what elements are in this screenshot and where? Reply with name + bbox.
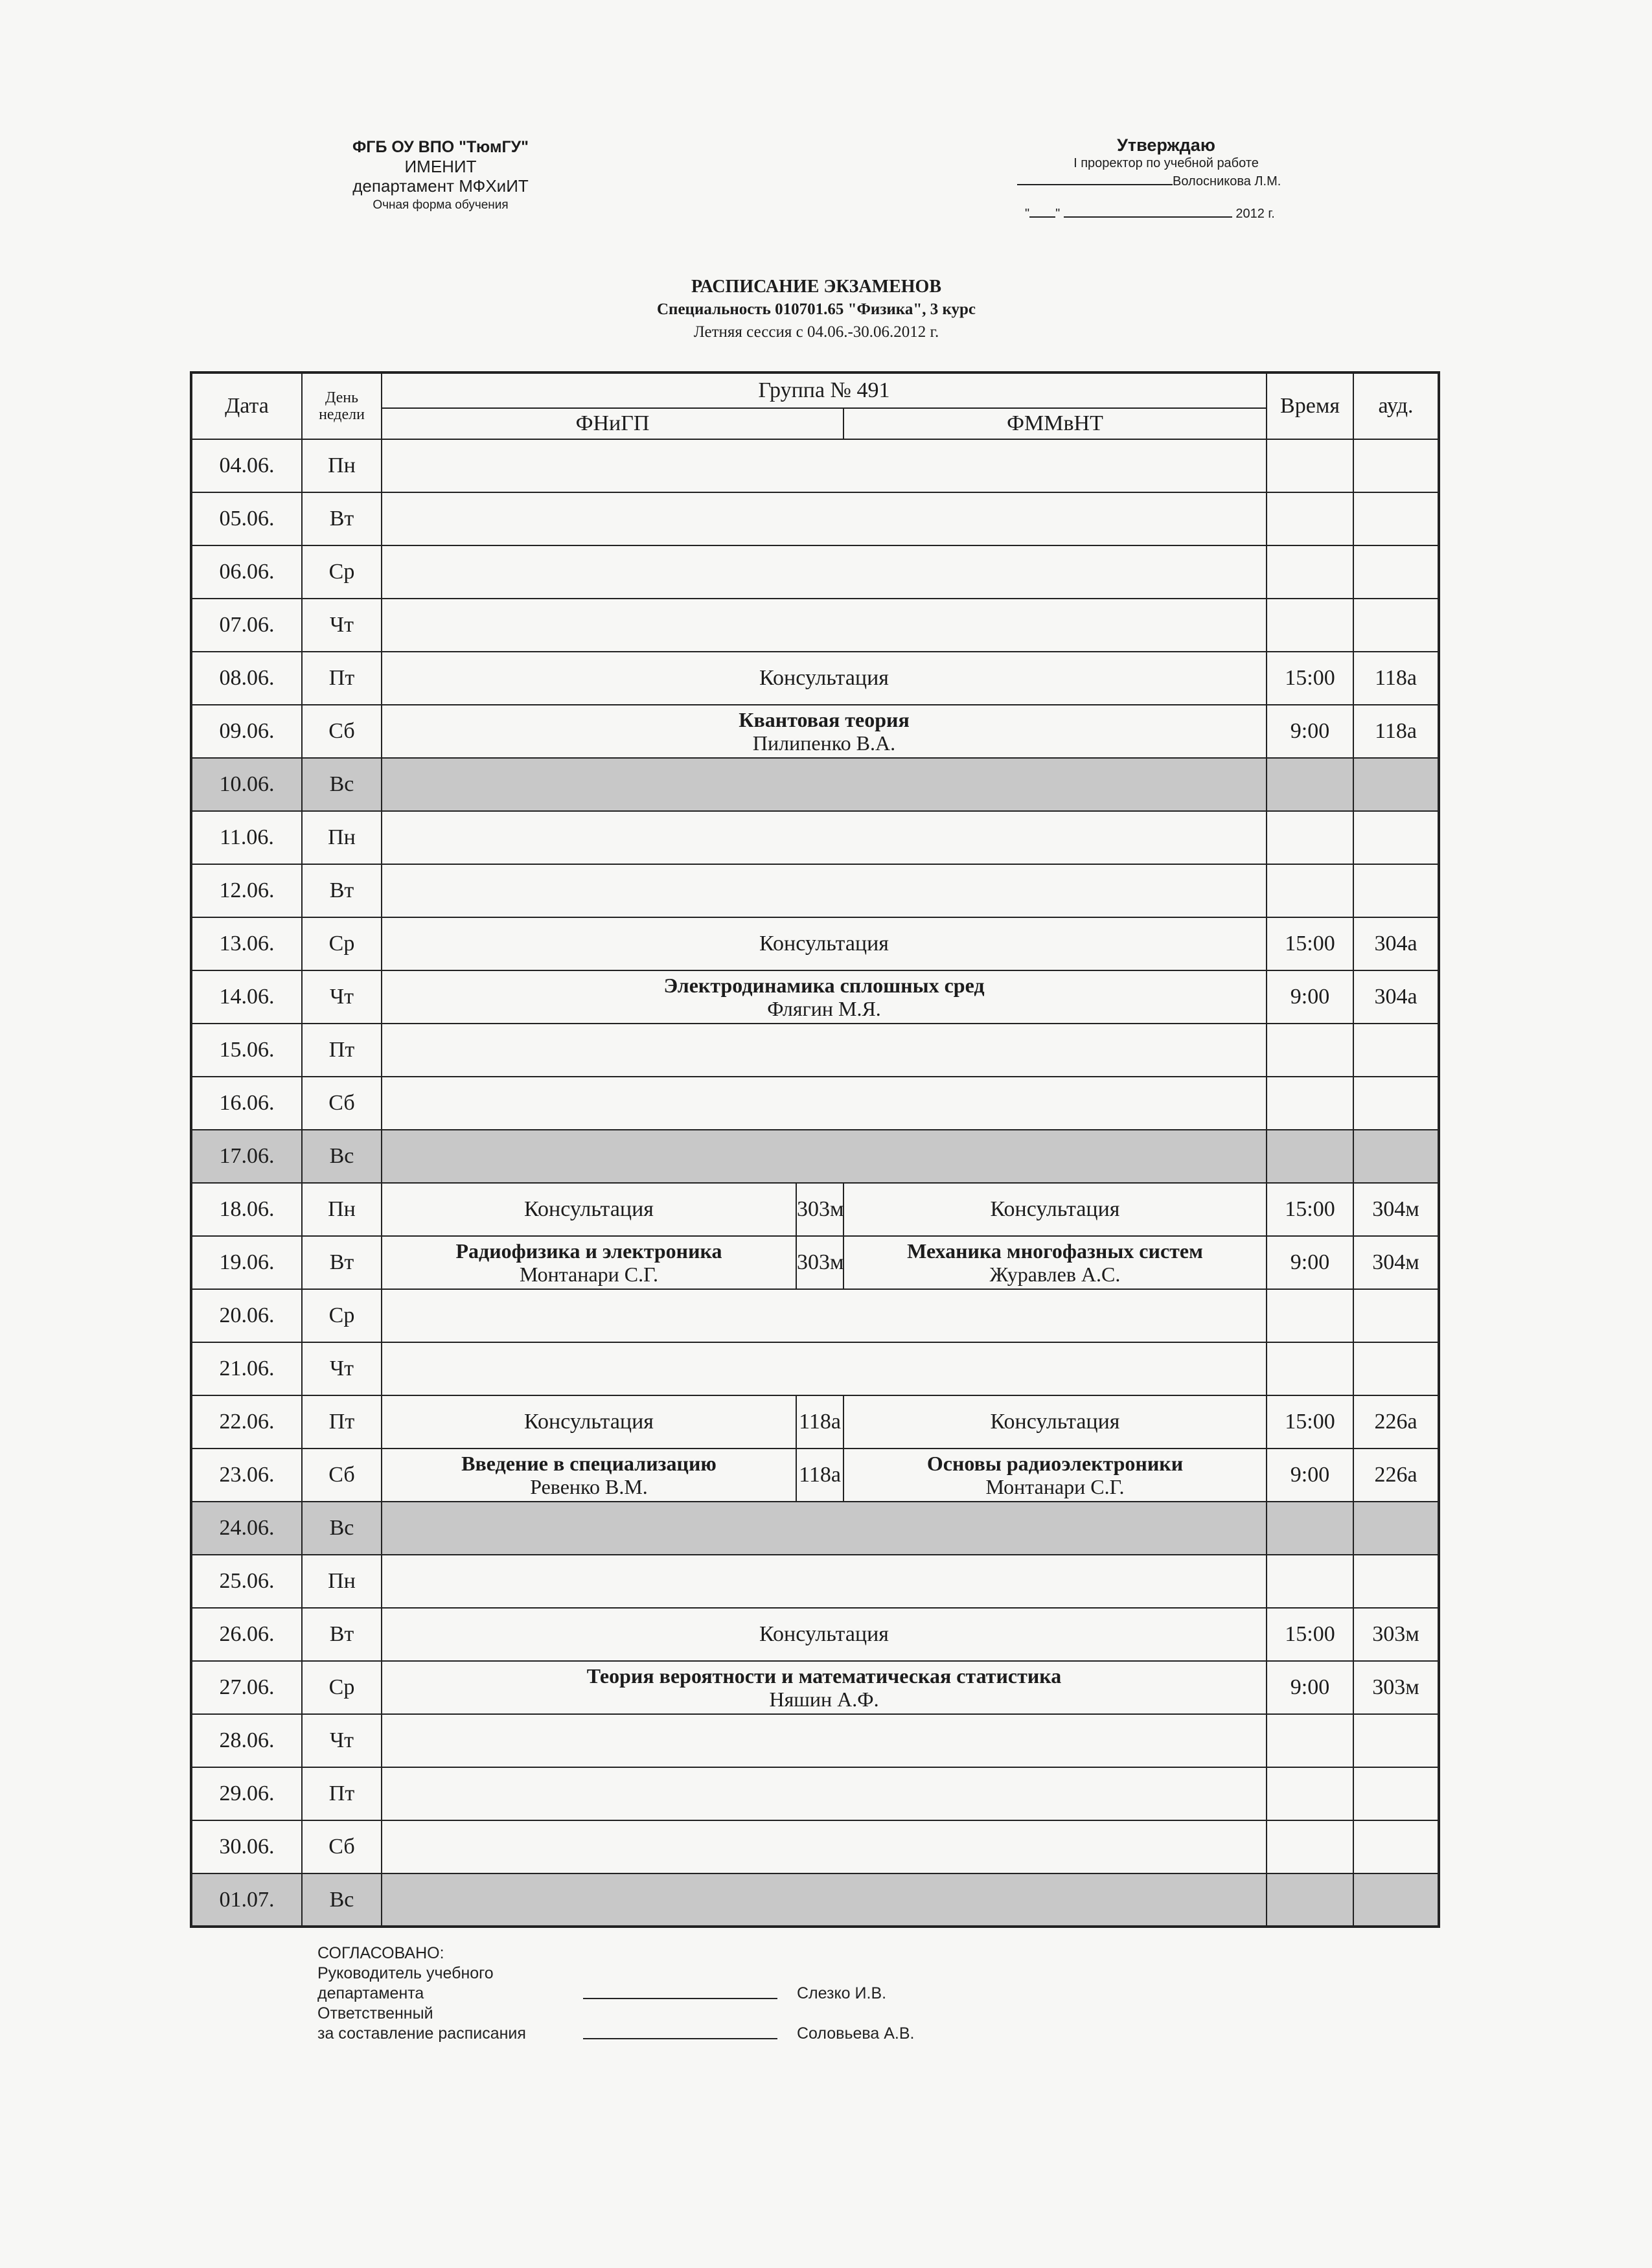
session-line: Летняя сессия с 04.06.-30.06.2012 г. xyxy=(693,323,939,341)
room-cell: 304м xyxy=(1353,1183,1439,1236)
date-cell: 19.06. xyxy=(191,1236,302,1289)
table-row xyxy=(191,864,1439,917)
room-cell xyxy=(1353,1767,1439,1820)
approval-date-line xyxy=(998,205,1335,223)
date-cell: 26.06. xyxy=(191,1608,302,1661)
room-cell: 303м xyxy=(1353,1608,1439,1661)
weekday-cell: Пн xyxy=(302,1183,382,1236)
exam-subject: Квантовая теория xyxy=(739,708,910,731)
time-cell xyxy=(1267,1820,1353,1873)
head-name: Слезко И.В. xyxy=(797,1984,887,2002)
agreement-block xyxy=(317,1943,1160,2044)
time-cell: 9:00 xyxy=(1267,705,1353,758)
weekday-cell: Чт xyxy=(302,1714,382,1767)
table-row xyxy=(191,545,1439,599)
weekday-cell: Пн xyxy=(302,811,382,864)
exam-teacher: Журавлев А.С. xyxy=(989,1263,1121,1286)
exam-subject: Теория вероятности и математическая статистика xyxy=(586,1664,1062,1688)
table-row xyxy=(191,1820,1439,1873)
room-cell xyxy=(1353,1077,1439,1130)
table-row xyxy=(191,1714,1439,1767)
header-weekday-line2: недели xyxy=(319,406,365,423)
table-row xyxy=(191,811,1439,864)
date-cell: 13.06. xyxy=(191,917,302,970)
exam-teacher: Няшин А.Ф. xyxy=(769,1688,879,1711)
date-cell: 11.06. xyxy=(191,811,302,864)
approval-title: Утверждаю xyxy=(1117,135,1215,155)
table-row xyxy=(191,917,1439,970)
weekday-cell: Пт xyxy=(302,1395,382,1449)
weekday-cell: Сб xyxy=(302,1077,382,1130)
table-row xyxy=(191,1767,1439,1820)
date-cell: 08.06. xyxy=(191,652,302,705)
date-quote-close: " xyxy=(1055,207,1061,221)
exam-cell xyxy=(382,970,1267,1024)
room-cell xyxy=(1353,1342,1439,1395)
empty-cell xyxy=(382,1820,1267,1873)
weekday-cell: Ср xyxy=(302,1289,382,1342)
approval-year: 2012 г. xyxy=(1235,207,1275,221)
exam-teacher: Монтанари С.Г. xyxy=(519,1263,659,1286)
approver-name: Волосникова Л.М. xyxy=(1173,174,1281,189)
responsible-label-2: за составление расписания xyxy=(317,2024,526,2043)
subgroup-1-room-cell: 118а xyxy=(796,1449,843,1502)
room-cell: 304а xyxy=(1353,917,1439,970)
date-cell: 16.06. xyxy=(191,1077,302,1130)
head-signature-row xyxy=(317,1984,1160,2004)
room-cell: 226а xyxy=(1353,1395,1439,1449)
exam-teacher: Монтанари С.Г. xyxy=(985,1475,1125,1498)
empty-cell xyxy=(382,1130,1267,1183)
subgroup-1-room-cell: 118а xyxy=(796,1395,843,1449)
table-row xyxy=(191,439,1439,492)
table-row xyxy=(191,1449,1439,1502)
exam-cell-subgroup-2 xyxy=(843,1449,1267,1502)
time-cell: 9:00 xyxy=(1267,970,1353,1024)
specialty-line: Специальность 010701.65 "Физика", 3 курс xyxy=(657,301,976,318)
document-title-block xyxy=(492,275,1140,343)
date-cell: 17.06. xyxy=(191,1130,302,1183)
weekday-cell: Пт xyxy=(302,1024,382,1077)
empty-cell xyxy=(382,758,1267,811)
room-cell xyxy=(1353,864,1439,917)
responsible-signature-line xyxy=(583,2038,777,2039)
day-blank xyxy=(1029,216,1055,218)
exam-cell xyxy=(382,705,1267,758)
time-cell: 15:00 xyxy=(1267,1183,1353,1236)
table-header-row xyxy=(191,372,1439,408)
time-cell xyxy=(1267,1289,1353,1342)
room-cell: 304а xyxy=(1353,970,1439,1024)
document-title: РАСПИСАНИЕ ЭКЗАМЕНОВ xyxy=(691,277,942,297)
head-label-1: Руководитель учебного xyxy=(317,1964,494,1982)
room-cell: 303м xyxy=(1353,1661,1439,1714)
date-cell: 04.06. xyxy=(191,439,302,492)
empty-cell xyxy=(382,599,1267,652)
empty-cell xyxy=(382,492,1267,545)
header-date: Дата xyxy=(191,372,302,439)
institution-name: ФГБ ОУ ВПО "ТюмГУ" xyxy=(352,138,529,156)
date-quote-open: " xyxy=(1025,207,1030,221)
room-cell xyxy=(1353,1024,1439,1077)
weekday-cell: Пн xyxy=(302,1555,382,1608)
room-cell xyxy=(1353,1714,1439,1767)
room-cell: 118а xyxy=(1353,652,1439,705)
time-cell xyxy=(1267,492,1353,545)
table-row xyxy=(191,1873,1439,1927)
date-cell: 30.06. xyxy=(191,1820,302,1873)
table-row xyxy=(191,1608,1439,1661)
time-cell xyxy=(1267,1024,1353,1077)
table-row xyxy=(191,705,1439,758)
empty-cell xyxy=(382,1024,1267,1077)
weekday-cell: Сб xyxy=(302,705,382,758)
time-cell xyxy=(1267,545,1353,599)
institution-block xyxy=(285,137,596,215)
weekday-cell: Вс xyxy=(302,1130,382,1183)
date-cell: 05.06. xyxy=(191,492,302,545)
date-cell: 28.06. xyxy=(191,1714,302,1767)
table-row xyxy=(191,970,1439,1024)
table-row xyxy=(191,1555,1439,1608)
empty-cell xyxy=(382,1502,1267,1555)
date-cell: 23.06. xyxy=(191,1449,302,1502)
time-cell xyxy=(1267,811,1353,864)
time-cell: 9:00 xyxy=(1267,1661,1353,1714)
time-cell xyxy=(1267,1714,1353,1767)
time-cell: 9:00 xyxy=(1267,1236,1353,1289)
date-cell: 06.06. xyxy=(191,545,302,599)
date-cell: 09.06. xyxy=(191,705,302,758)
approver-signature-line xyxy=(998,172,1335,190)
exam-subject: Электродинамика сплошных сред xyxy=(663,974,985,997)
exam-cell xyxy=(382,1661,1267,1714)
exam-subject: Введение в специализацию xyxy=(461,1452,717,1475)
time-cell xyxy=(1267,1767,1353,1820)
consultation-cell: Консультация xyxy=(382,917,1267,970)
empty-cell xyxy=(382,1289,1267,1342)
date-cell: 20.06. xyxy=(191,1289,302,1342)
room-cell xyxy=(1353,545,1439,599)
empty-cell xyxy=(382,811,1267,864)
time-cell: 9:00 xyxy=(1267,1449,1353,1502)
date-cell: 12.06. xyxy=(191,864,302,917)
empty-cell xyxy=(382,1555,1267,1608)
table-row xyxy=(191,1024,1439,1077)
time-cell: 15:00 xyxy=(1267,1395,1353,1449)
table-row xyxy=(191,758,1439,811)
date-cell: 15.06. xyxy=(191,1024,302,1077)
exam-teacher: Пилипенко В.А. xyxy=(752,731,896,755)
date-cell: 07.06. xyxy=(191,599,302,652)
time-cell xyxy=(1267,439,1353,492)
date-cell: 29.06. xyxy=(191,1767,302,1820)
room-cell xyxy=(1353,492,1439,545)
empty-cell xyxy=(382,1873,1267,1927)
table-row xyxy=(191,492,1439,545)
empty-cell xyxy=(382,1077,1267,1130)
exam-cell-subgroup-1 xyxy=(382,1236,796,1289)
institute-name: ИМЕНИТ xyxy=(404,157,477,176)
empty-cell xyxy=(382,439,1267,492)
room-cell xyxy=(1353,811,1439,864)
room-cell: 118а xyxy=(1353,705,1439,758)
responsible-signature-row xyxy=(317,2024,1160,2044)
time-cell xyxy=(1267,1873,1353,1927)
header-subgroup-1: ФНиГП xyxy=(382,408,843,439)
empty-cell xyxy=(382,1714,1267,1767)
weekday-cell: Вт xyxy=(302,1608,382,1661)
consultation-cell-subgroup-1: Консультация xyxy=(382,1183,796,1236)
study-form: Очная форма обучения xyxy=(373,198,509,212)
room-cell xyxy=(1353,1502,1439,1555)
exam-teacher: Ревенко В.М. xyxy=(530,1475,648,1498)
room-cell xyxy=(1353,1820,1439,1873)
room-cell xyxy=(1353,439,1439,492)
time-cell xyxy=(1267,864,1353,917)
room-cell: 226а xyxy=(1353,1449,1439,1502)
weekday-cell: Вс xyxy=(302,1502,382,1555)
time-cell xyxy=(1267,1077,1353,1130)
weekday-cell: Пн xyxy=(302,439,382,492)
consultation-cell-subgroup-2: Консультация xyxy=(843,1395,1267,1449)
header-time: Время xyxy=(1267,372,1353,439)
header-room: ауд. xyxy=(1353,372,1439,439)
weekday-cell: Пт xyxy=(302,652,382,705)
table-row xyxy=(191,652,1439,705)
weekday-cell: Ср xyxy=(302,917,382,970)
date-cell: 22.06. xyxy=(191,1395,302,1449)
consultation-cell: Консультация xyxy=(382,652,1267,705)
consultation-cell-subgroup-2: Консультация xyxy=(843,1183,1267,1236)
room-cell xyxy=(1353,599,1439,652)
weekday-cell: Сб xyxy=(302,1449,382,1502)
empty-cell xyxy=(382,545,1267,599)
time-cell xyxy=(1267,758,1353,811)
room-cell xyxy=(1353,1130,1439,1183)
empty-cell xyxy=(382,1342,1267,1395)
agreed-label: СОГЛАСОВАНО: xyxy=(317,1944,444,1962)
exam-schedule-table xyxy=(190,371,1440,1928)
room-cell xyxy=(1353,1289,1439,1342)
time-cell xyxy=(1267,1130,1353,1183)
weekday-cell: Ср xyxy=(302,545,382,599)
time-cell: 15:00 xyxy=(1267,917,1353,970)
signature-underline xyxy=(1017,184,1173,185)
table-row xyxy=(191,599,1439,652)
exam-cell-subgroup-1 xyxy=(382,1449,796,1502)
weekday-cell: Чт xyxy=(302,1342,382,1395)
head-signature-line xyxy=(583,1998,777,1999)
weekday-cell: Вт xyxy=(302,1236,382,1289)
subgroup-1-room-cell: 303м xyxy=(796,1183,843,1236)
time-cell xyxy=(1267,1342,1353,1395)
date-cell: 21.06. xyxy=(191,1342,302,1395)
date-cell: 10.06. xyxy=(191,758,302,811)
weekday-cell: Чт xyxy=(302,599,382,652)
responsible-label-1: Ответственный xyxy=(317,2004,433,2022)
header-group: Группа № 491 xyxy=(382,372,1267,408)
consultation-cell: Консультация xyxy=(382,1608,1267,1661)
consultation-cell-subgroup-1: Консультация xyxy=(382,1395,796,1449)
weekday-cell: Вс xyxy=(302,758,382,811)
empty-cell xyxy=(382,1767,1267,1820)
empty-cell xyxy=(382,864,1267,917)
responsible-name: Соловьева А.В. xyxy=(797,2024,915,2043)
table-row xyxy=(191,1289,1439,1342)
weekday-cell: Сб xyxy=(302,1820,382,1873)
time-cell: 15:00 xyxy=(1267,1608,1353,1661)
weekday-cell: Пт xyxy=(302,1767,382,1820)
header-weekday-line1: День xyxy=(325,389,359,406)
weekday-cell: Вт xyxy=(302,864,382,917)
month-blank xyxy=(1064,216,1232,218)
date-cell: 18.06. xyxy=(191,1183,302,1236)
room-cell xyxy=(1353,1873,1439,1927)
time-cell: 15:00 xyxy=(1267,652,1353,705)
approver-position: I проректор по учебной работе xyxy=(1073,156,1259,170)
approval-block xyxy=(998,136,1335,223)
exam-subject: Основы радиоэлектроники xyxy=(926,1452,1184,1475)
subgroup-1-room-cell: 303м xyxy=(796,1236,843,1289)
table-row xyxy=(191,1661,1439,1714)
weekday-cell: Вс xyxy=(302,1873,382,1927)
department-name: департамент МФХиИТ xyxy=(352,176,529,196)
time-cell xyxy=(1267,599,1353,652)
date-cell: 14.06. xyxy=(191,970,302,1024)
header-weekday xyxy=(302,372,382,439)
table-row xyxy=(191,1183,1439,1236)
room-cell xyxy=(1353,1555,1439,1608)
table-row xyxy=(191,1502,1439,1555)
header-subgroup-2: ФММвНТ xyxy=(843,408,1267,439)
head-label-2: департамента xyxy=(317,1984,424,2002)
exam-cell-subgroup-2 xyxy=(843,1236,1267,1289)
date-cell: 01.07. xyxy=(191,1873,302,1927)
table-row xyxy=(191,1077,1439,1130)
date-cell: 24.06. xyxy=(191,1502,302,1555)
table-row xyxy=(191,1236,1439,1289)
exam-subject: Механика многофазных систем xyxy=(907,1239,1203,1263)
table-row xyxy=(191,1342,1439,1395)
weekday-cell: Чт xyxy=(302,970,382,1024)
time-cell xyxy=(1267,1555,1353,1608)
exam-subject: Радиофизика и электроника xyxy=(455,1239,722,1263)
room-cell xyxy=(1353,758,1439,811)
weekday-cell: Вт xyxy=(302,492,382,545)
date-cell: 25.06. xyxy=(191,1555,302,1608)
weekday-cell: Ср xyxy=(302,1661,382,1714)
exam-teacher: Флягин М.Я. xyxy=(767,997,881,1020)
time-cell xyxy=(1267,1502,1353,1555)
table-row xyxy=(191,1130,1439,1183)
table-row xyxy=(191,1395,1439,1449)
date-cell: 27.06. xyxy=(191,1661,302,1714)
room-cell: 304м xyxy=(1353,1236,1439,1289)
